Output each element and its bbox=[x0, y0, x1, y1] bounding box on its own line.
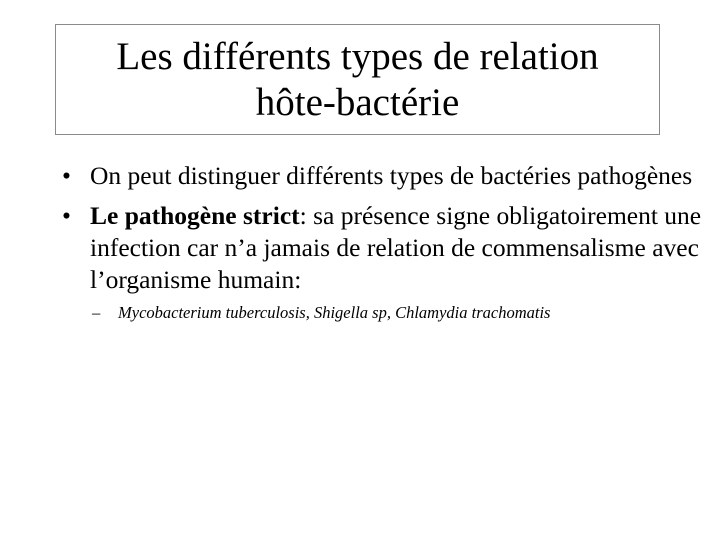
sub-bullet-text: Mycobacterium tuberculosis, Shigella sp, Chlamydia trachomatis bbox=[118, 303, 551, 322]
bullet-item-2 bbox=[62, 200, 702, 296]
bullet-marker: • bbox=[62, 161, 71, 190]
slide-body bbox=[62, 160, 702, 324]
sub-bullet-item bbox=[62, 302, 702, 324]
slide-title-line-2: hôte-bactérie bbox=[255, 80, 460, 124]
slide-title-line-1: Les différents types de relation bbox=[116, 34, 599, 78]
sub-bullet-marker: – bbox=[92, 303, 101, 322]
bullet-item-1 bbox=[62, 160, 702, 192]
slide-title-box bbox=[55, 24, 660, 135]
bullet-bold-term: Le pathogène strict bbox=[90, 201, 300, 230]
bullet-text: On peut distinguer différents types de bactéries pathogènes bbox=[90, 161, 693, 190]
bullet-text: : sa présence signe obligatoirement une infection car n’a jamais de relation de commensalisme avec l’organisme humain: bbox=[90, 201, 702, 294]
bullet-marker: • bbox=[62, 201, 71, 230]
